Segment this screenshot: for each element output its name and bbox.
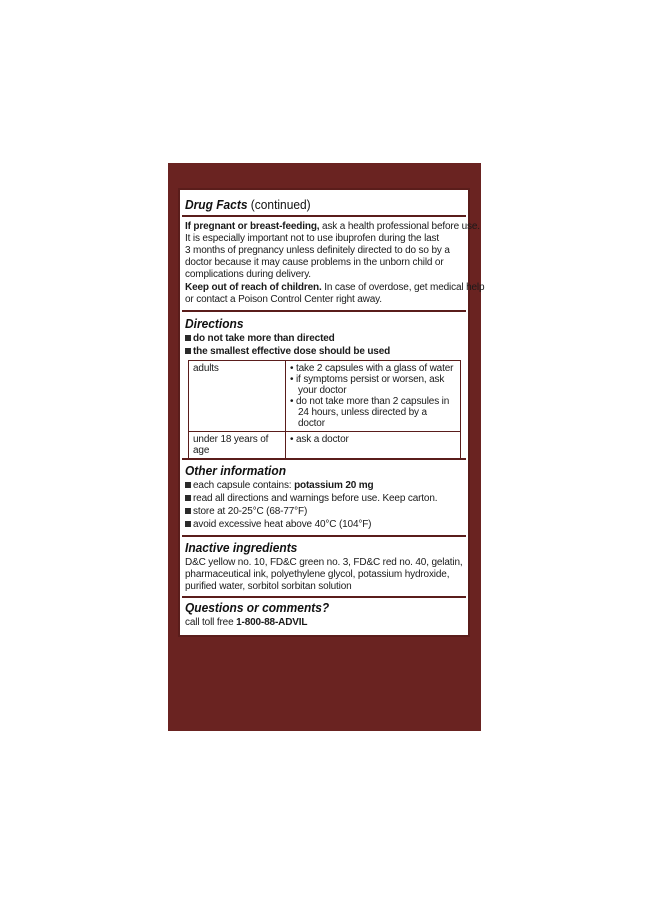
- square-bullet-icon: [185, 508, 191, 514]
- pregnancy-text-line: doctor because it may cause problems in the unborn child or: [185, 257, 444, 268]
- toll-free-line: call toll free 1-800-88-ADVIL: [185, 617, 308, 628]
- pregnancy-warning-line: If pregnant or breast-feeding, ask a health professional before use.: [185, 221, 480, 232]
- other-info-item: avoid excessive heat above 40°C (104°F): [185, 519, 371, 530]
- table-cell-items: [286, 361, 461, 432]
- inactive-ingredients-heading: Inactive ingredients: [185, 540, 298, 555]
- product-package: [168, 163, 485, 731]
- other-info-item: store at 20-25°C (68-77°F): [185, 506, 307, 517]
- directions-bullet: the smallest effective dose should be used: [185, 346, 390, 357]
- square-bullet-icon: [185, 521, 191, 527]
- square-bullet-icon: [185, 335, 191, 341]
- list-item: • do not take more than 2 capsules in 24 hours, unless directed by a doctor: [290, 396, 456, 429]
- pregnancy-text-line: complications during delivery.: [185, 269, 311, 280]
- phone-number: 1-800-88-ADVIL: [236, 617, 308, 628]
- title-rule: [182, 215, 466, 217]
- square-bullet-icon: [185, 482, 191, 488]
- list-item: • if symptoms persist or worsen, ask your doctor: [290, 374, 456, 396]
- poison-control-line: or contact a Poison Control Center right away.: [185, 294, 382, 305]
- table-cell-items: [286, 432, 461, 459]
- directions-table: [188, 360, 461, 459]
- directions-bullet: do not take more than directed: [185, 333, 335, 344]
- list-item: • take 2 capsules with a glass of water: [290, 363, 456, 374]
- ingredients-line: purified water, sorbitol sorbitan solution: [185, 581, 352, 592]
- section-rule: [182, 310, 466, 312]
- other-information-heading: Other information: [185, 463, 286, 478]
- other-info-item: each capsule contains: potassium 20 mg: [185, 480, 374, 491]
- table-row: [189, 432, 461, 459]
- table-cell-group: adults: [189, 361, 286, 432]
- pregnancy-text-line: 3 months of pregnancy unless definitely directed to do so by a: [185, 245, 450, 256]
- drug-facts-title: Drug Facts (continued): [185, 197, 311, 212]
- section-rule: [182, 458, 466, 460]
- drug-facts-label: [178, 188, 485, 637]
- square-bullet-icon: [185, 348, 191, 354]
- ingredients-line: pharmaceutical ink, polyethylene glycol, potassium hydroxide,: [185, 569, 450, 580]
- directions-heading: Directions: [185, 316, 244, 331]
- section-rule: [182, 535, 466, 537]
- keep-out-of-reach-line: Keep out of reach of children. In case of overdose, get medical help: [185, 282, 485, 293]
- square-bullet-icon: [185, 495, 191, 501]
- questions-heading: Questions or comments?: [185, 600, 330, 615]
- table-cell-group: under 18 years of age: [189, 432, 286, 459]
- list-item: • ask a doctor: [290, 434, 456, 445]
- ingredients-line: D&C yellow no. 10, FD&C green no. 3, FD&C red no. 40, gelatin,: [185, 557, 463, 568]
- other-info-item: read all directions and warnings before use. Keep carton.: [185, 493, 437, 504]
- table-row: [189, 361, 461, 432]
- pregnancy-text-line: It is especially important not to use ibuprofen during the last: [185, 233, 440, 244]
- section-rule: [182, 596, 466, 598]
